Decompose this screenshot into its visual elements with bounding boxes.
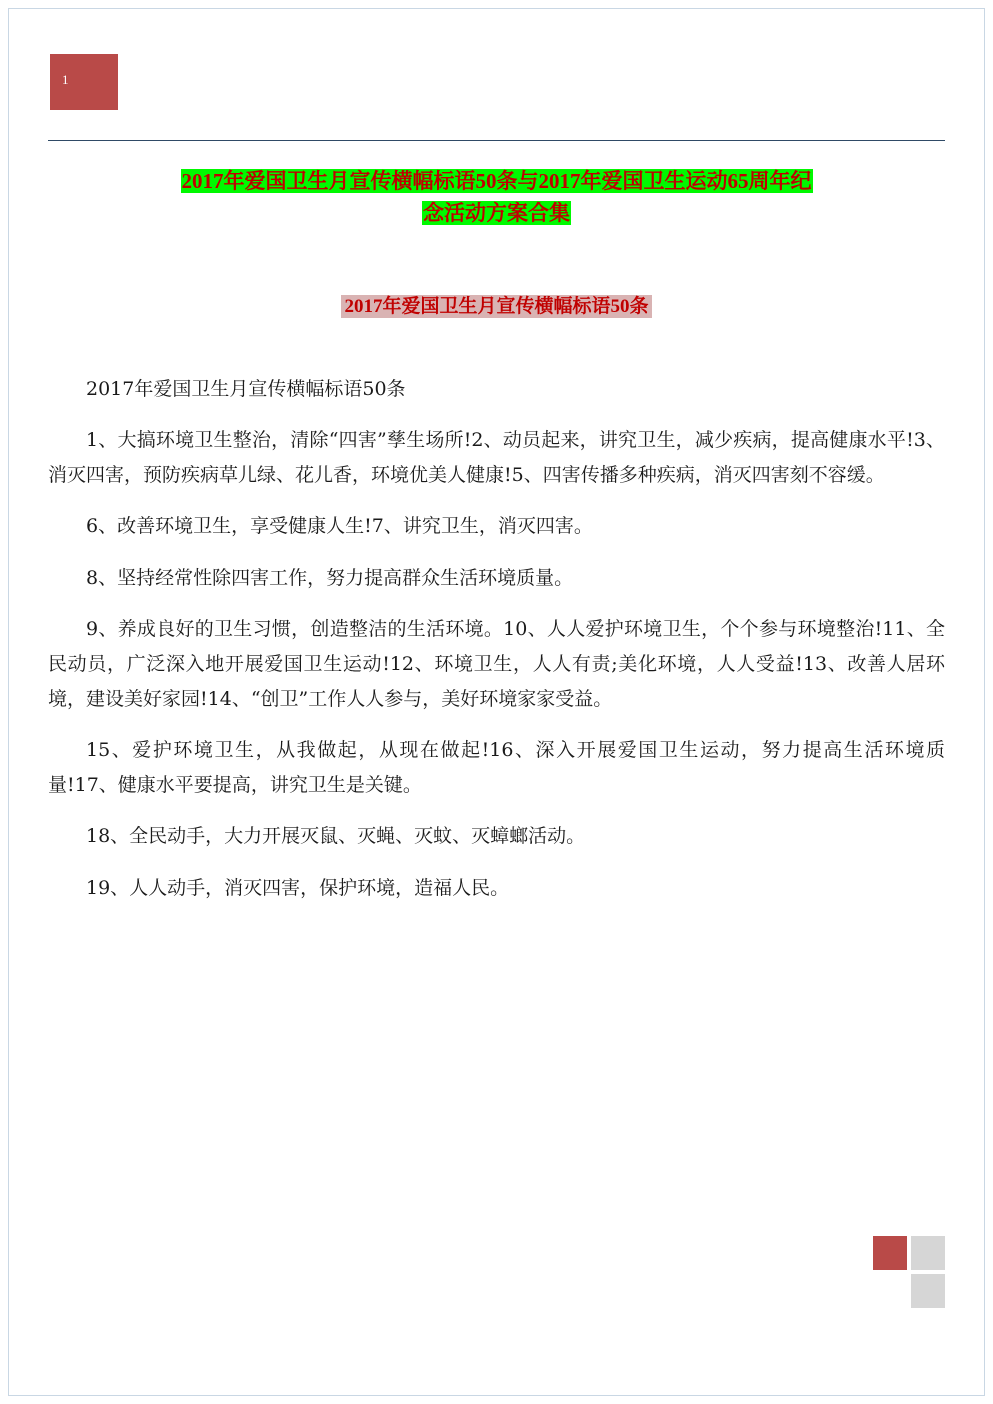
document-body bbox=[48, 372, 945, 906]
decoration-square-red bbox=[873, 1236, 907, 1270]
document-title bbox=[48, 166, 945, 229]
paragraph: 9、养成良好的卫生习惯，创造整洁的生活环境。10、人人爱护环境卫生，个个参与环境整治!11、全民动员，广泛深入地开展爱国卫生运动!12、环境卫生，人人有责;美化环境，人人受益!13、改善人居环境，建设美好家园!14、“创卫”工作人人参与，美好环境家家受益。 bbox=[48, 617, 945, 710]
decoration-square-gray-bottom bbox=[911, 1274, 945, 1308]
paragraph: 19、人人动手，消灭四害，保护环境，造福人民。 bbox=[86, 876, 510, 899]
document-subtitle-text: 2017年爱国卫生月宣传横幅标语50条 bbox=[341, 295, 651, 318]
paragraph: 2017年爱国卫生月宣传横幅标语50条 bbox=[86, 378, 406, 400]
paragraph: 15、爱护环境卫生，从我做起，从现在做起!16、深入开展爱国卫生运动，努力提高生活环境质量!17、健康水平要提高，讲究卫生是关键。 bbox=[48, 739, 945, 797]
document-title-line1: 2017年爱国卫生月宣传横幅标语50条与2017年爱国卫生运动65周年纪 bbox=[181, 169, 812, 193]
document-content bbox=[48, 158, 945, 922]
paragraph: 6、改善环境卫生，享受健康人生!7、讲究卫生，消灭四害。 bbox=[86, 515, 593, 538]
decoration-square-gray-top bbox=[911, 1236, 945, 1270]
document-title-line2: 念活动方案合集 bbox=[423, 200, 570, 225]
document-subtitle bbox=[48, 291, 945, 318]
header-divider bbox=[48, 140, 945, 141]
paragraph: 18、全民动手，大力开展灭鼠、灭蝇、灭蚊、灭蟑螂活动。 bbox=[86, 825, 586, 848]
page-number-badge bbox=[50, 54, 118, 110]
paragraph: 8、坚持经常性除四害工作，努力提高群众生活环境质量。 bbox=[86, 566, 574, 589]
footer-decoration bbox=[873, 1236, 945, 1308]
page-number: 1 bbox=[62, 72, 69, 87]
paragraph: 1、大搞环境卫生整治，清除“四害”孳生场所!2、动员起来，讲究卫生，减少疾病，提高健康水平!3、消灭四害，预防疾病草儿绿、花儿香，环境优美人健康!5、四害传播多种疾病，消灭四害刻不容缓。 bbox=[48, 429, 945, 487]
